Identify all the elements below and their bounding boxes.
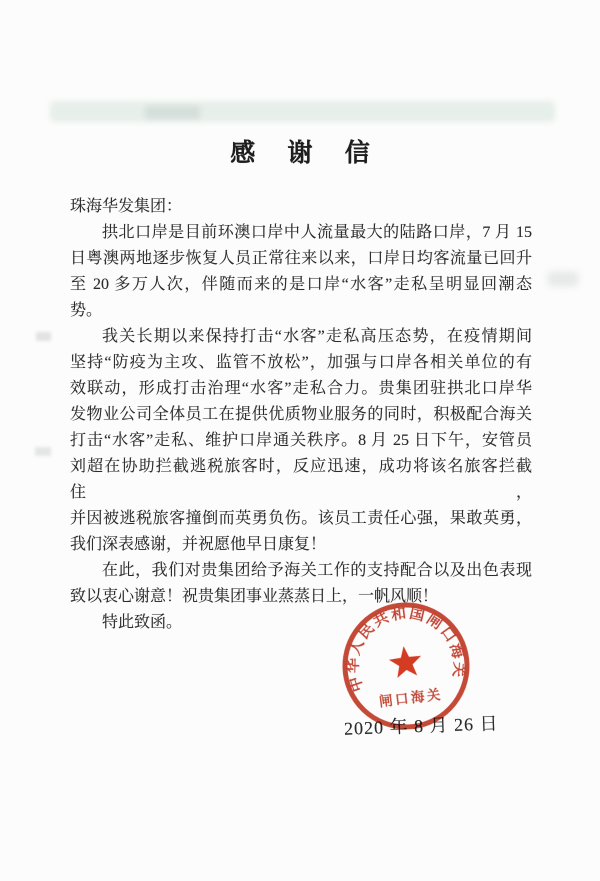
letter-line: 刘超在协助拦截逃税旅客时，反应迅速，成功将该名旅客拦截住， (70, 458, 532, 501)
letter-line: 特此致函。 (102, 614, 183, 631)
letter-line: 效联动，形成打击治理“水客”走私合力。贵集团驻拱北口岸华 (70, 380, 532, 397)
letter-title: 感 谢 信 (230, 140, 383, 167)
letter-line: 发物业公司全体员工在提供优质物业服务的同时，积极配合海关 (70, 406, 532, 423)
letter-line: 至 20 多万人次，伴随而来的是口岸“水客”走私呈明显回潮态 (70, 276, 532, 293)
scan-artifact-blob (548, 272, 578, 286)
seal-inner-label: 闸口海关 (378, 686, 444, 710)
scan-artifact-band (50, 101, 555, 122)
letter-line: 并因被逃税旅客撞倒而英勇负伤。该员工责任心强，果敢英勇， (70, 510, 532, 527)
letter-line: 打击“水客”走私、维护口岸通关秩序。8 月 25 日下午，安管员 (70, 432, 532, 449)
letter-line: 我关长期以来保持打击“水客”走私高压态势，在疫情期间 (102, 328, 532, 345)
letter-line: 拱北口岸是目前环澳口岸中人流量最大的陆路口岸，7 月 15 (102, 224, 532, 241)
letter-salutation: 珠海华发集团： (70, 198, 183, 215)
letter-line: 致以衷心谢意！祝贵集团事业蒸蒸日上，一帆风顺！ (70, 588, 439, 605)
letter-date: 2020 年 8 月 26 日 (343, 713, 499, 739)
letter-body (70, 194, 532, 636)
letter-line: 日粤澳两地逐步恢复人员正常往来以来，口岸日均客流量已回升 (70, 250, 532, 267)
letter-line: 在此，我们对贵集团给予海关工作的支持配合以及出色表现 (102, 562, 532, 579)
letter-line: 坚持“防疫为主攻、监管不放松”，加强与口岸各相关单位的有 (70, 354, 532, 371)
letter-line: 势。 (70, 302, 103, 319)
letter-line: 我们深表感谢，并祝愿他早日康复！ (70, 536, 327, 553)
seal-arc-label: 中华人民共和国闸口海关 (345, 605, 467, 694)
customs-seal-stamp (332, 592, 479, 739)
seal-star-icon (387, 644, 423, 679)
scan-artifact-blob (145, 106, 200, 119)
scan-artifact-mark (36, 332, 51, 341)
scan-artifact-mark (35, 447, 51, 456)
